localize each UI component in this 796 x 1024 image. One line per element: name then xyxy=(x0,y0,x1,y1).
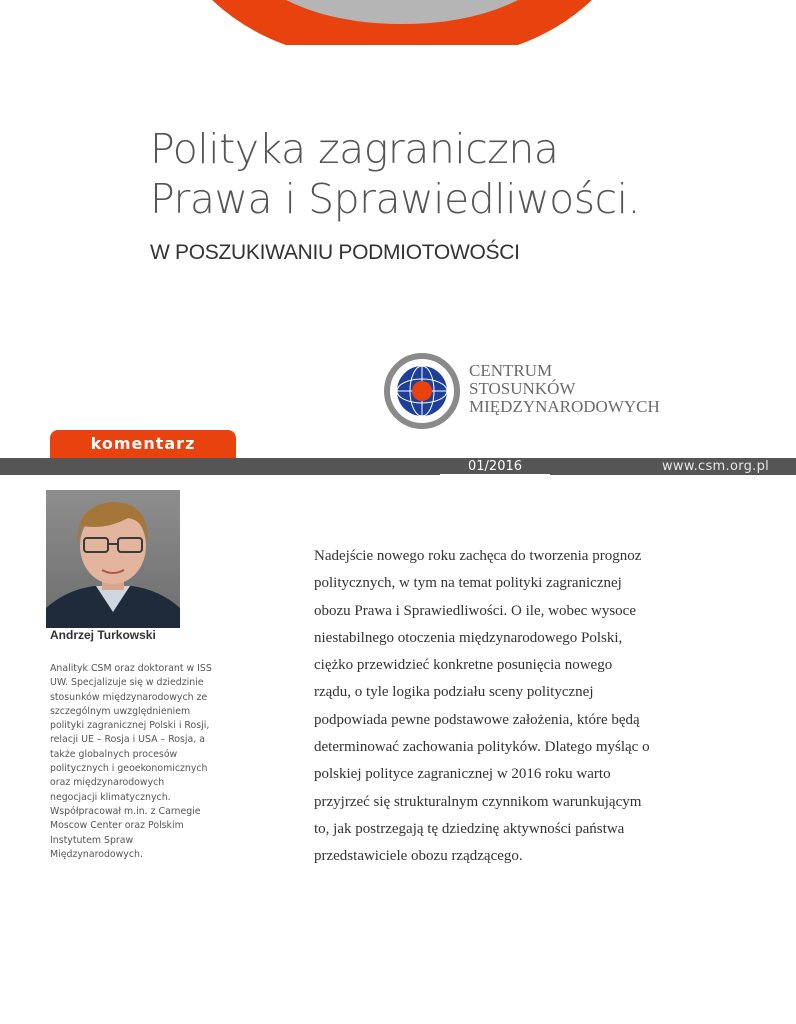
article-body xyxy=(314,543,654,871)
bio-line: Współpracował m.in. z Carnegie xyxy=(50,805,201,817)
body-line: obozu Prawa i Sprawiedliwości. O ile, wobec wysoce xyxy=(314,602,637,619)
body-line: przedstawiciele obozu rządzącego. xyxy=(314,848,523,865)
issue-underline xyxy=(440,474,550,475)
header-arc-graphic xyxy=(0,0,796,50)
csm-logo-text xyxy=(469,362,660,416)
bio-line: Moscow Center oraz Polskim xyxy=(50,820,184,832)
body-line: rządu, o tyle logika podziału sceny politycznej xyxy=(314,684,594,701)
body-line: to, jak postrzegają tę dziedzinę aktywności państwa xyxy=(314,820,625,837)
bio-line: szczególnym uwzględnieniem xyxy=(50,705,191,717)
bio-line: relacji UE – Rosja i USA – Rosja, a xyxy=(50,734,205,746)
issue-number: 01/2016 xyxy=(468,459,523,474)
author-bio xyxy=(50,662,210,862)
category-tab: komentarz xyxy=(50,430,236,458)
bio-line: Instytutem Spraw xyxy=(50,834,134,846)
bio-line: negocjacji klimatycznych. xyxy=(50,791,171,803)
body-line: Nadejście nowego roku zachęca do tworzenia prognoz xyxy=(314,548,642,564)
bio-line: politycznych i geoekonomicznych xyxy=(50,763,208,775)
bio-line: polityki zagranicznej Polski i Rosji, xyxy=(50,720,210,732)
title-line-1: Polityka zagraniczna xyxy=(150,125,559,173)
document-subtitle: W POSZUKIWANIU PODMIOTOWOŚCI xyxy=(150,241,520,264)
bio-line: Analityk CSM oraz doktorant w ISS xyxy=(50,663,212,674)
logo-line-1: CENTRUM xyxy=(469,361,553,380)
body-line: podpowiada pewne podstawowe założenia, które będą xyxy=(314,711,640,728)
author-photo xyxy=(46,490,180,628)
bio-line: stosunków międzynarodowych ze xyxy=(50,691,208,703)
author-name: Andrzej Turkowski xyxy=(50,628,156,642)
bio-line: także globalnych procesów xyxy=(50,748,178,760)
title-line-2: Prawa i Sprawiedliwości. xyxy=(150,175,641,223)
logo-line-2: STOSUNKÓW xyxy=(469,379,576,398)
document-title xyxy=(150,124,640,224)
body-line: polskiej polityce zagranicznej w 2016 roku warto xyxy=(314,766,611,783)
body-line: politycznych, w tym na temat polityki zagranicznej xyxy=(314,575,622,592)
body-line: determinować zachowania polityków. Dlatego myśląc o xyxy=(314,739,650,756)
website-link[interactable]: www.csm.org.pl xyxy=(662,459,770,474)
bio-line: Międzynarodowych. xyxy=(50,848,143,860)
csm-logo-icon xyxy=(383,352,461,430)
body-line: niestabilnego otoczenia międzynarodowego Polski, xyxy=(314,629,623,646)
bio-line: UW. Specjalizuje się w dziedzinie xyxy=(50,677,204,689)
body-line: przyjrzeć się strukturalnym czynnikom warunkującym xyxy=(314,793,642,810)
logo-line-3: MIĘDZYNARODOWYCH xyxy=(469,397,660,416)
bio-line: oraz międzynarodowych xyxy=(50,777,165,789)
body-line: ciężko przewidzieć konkretne posunięcia nowego xyxy=(314,657,613,674)
